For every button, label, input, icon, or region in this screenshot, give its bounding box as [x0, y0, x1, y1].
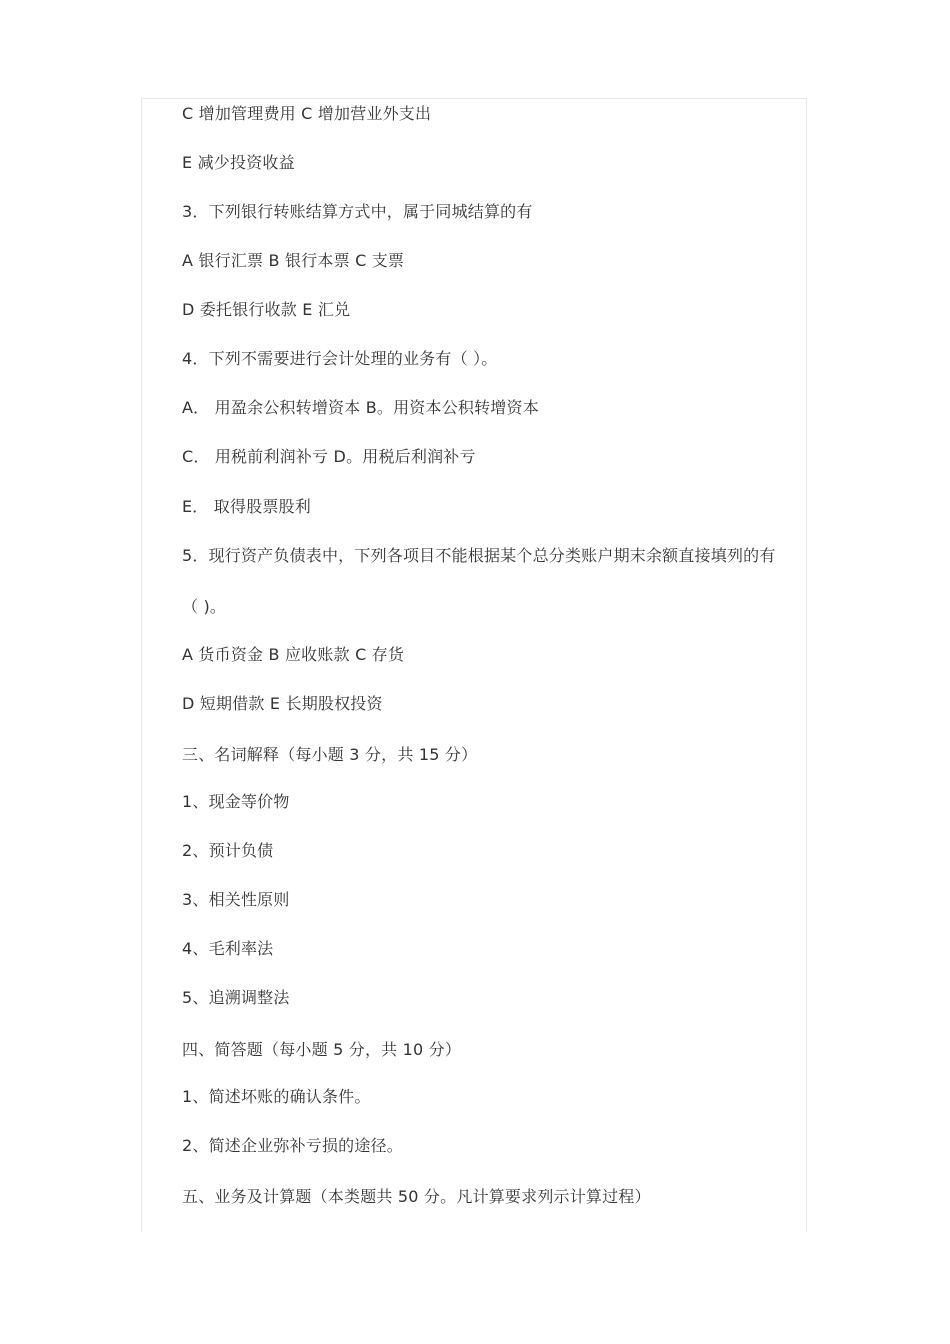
section-heading-4: 四、简答题（每小题 5 分，共 10 分）: [182, 1040, 462, 1059]
short-answer-item: 2、简述企业弥补亏损的途径。: [182, 1136, 403, 1155]
text-line: C． 用税前利润补亏 D。用税后利润补亏: [182, 447, 476, 466]
text-line: A 货币资金 B 应收账款 C 存货: [182, 645, 405, 664]
term-item: 3、相关性原则: [182, 890, 290, 909]
text-line: （ )。: [182, 597, 227, 616]
section-heading-3: 三、名词解释（每小题 3 分，共 15 分）: [182, 745, 478, 764]
text-line: E． 取得股票股利: [182, 497, 311, 516]
text-line: A 银行汇票 B 银行本票 C 支票: [182, 251, 405, 270]
text-line: D 委托银行收款 E 汇兑: [182, 300, 351, 319]
term-item: 2、预计负债: [182, 841, 274, 860]
text-line: D 短期借款 E 长期股权投资: [182, 694, 383, 713]
term-item: 5、追溯调整法: [182, 988, 290, 1007]
section-heading-5: 五、业务及计算题（本类题共 50 分。凡计算要求列示计算过程）: [182, 1187, 651, 1206]
question-5: 5．现行资产负债表中，下列各项目不能根据某个总分类账户期末余额直接填列的有: [182, 546, 776, 565]
short-answer-item: 1、简述坏账的确认条件。: [182, 1087, 371, 1106]
question-4: 4．下列不需要进行会计处理的业务有（ ）。: [182, 349, 498, 368]
text-line: E 减少投资收益: [182, 153, 295, 172]
text-line: A． 用盈余公积转增资本 B。用资本公积转增资本: [182, 398, 539, 417]
text-line: C 增加管理费用 C 增加营业外支出: [182, 104, 432, 123]
term-item: 4、毛利率法: [182, 939, 274, 958]
term-item: 1、现金等价物: [182, 792, 290, 811]
question-3: 3．下列银行转账结算方式中，属于同城结算的有: [182, 202, 533, 221]
